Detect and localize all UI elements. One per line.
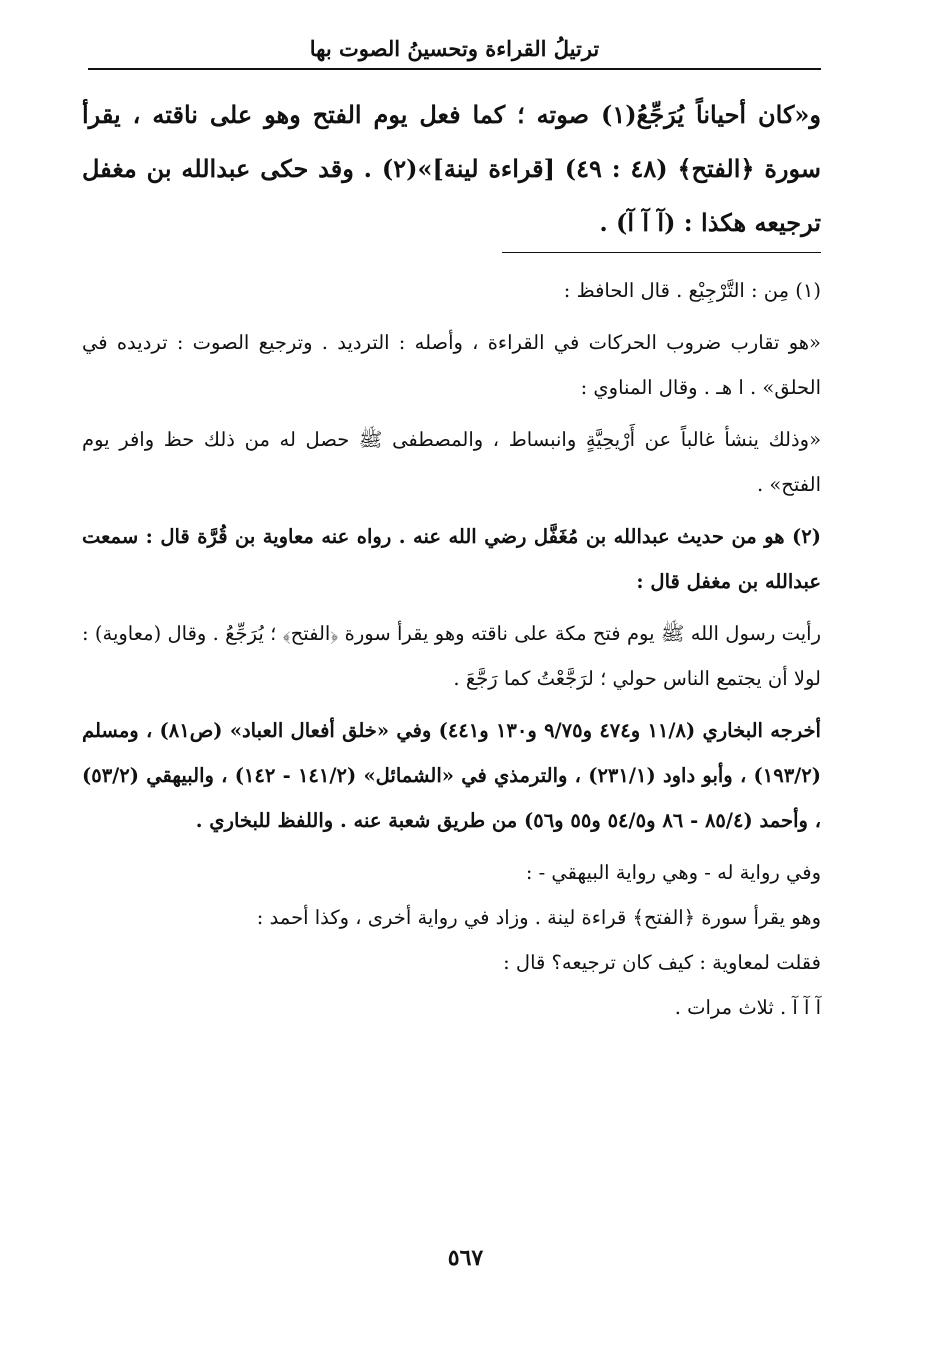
footnote-2-hadith: رأيت رسول الله ﷺ يوم فتح مكة على ناقته وهو يقرأ سورة ﴿الفتح﴾ ؛ يُرَجِّعُ . وقال (معاوية) : لولا أن يجتمع الناس حولي ؛ لرَجَّعْتُ كما رَجَّعَ .: [82, 622, 821, 690]
footnote-2-question: فقلت لمعاوية : كيف كان ترجيعه؟ قال :: [503, 951, 821, 974]
footnote-separator: [502, 252, 821, 253]
running-header: ترتيلُ القراءة وتحسينُ الصوت بها: [88, 30, 821, 70]
page-number: ٥٦٧: [447, 1245, 484, 1271]
footnote-2-takhrij: أخرجه البخاري (١١/٨ و٤٧٤ و٩/٧٥ و١٣٠ و٤٤١) وفي «خلق أفعال العباد» (ص٨١) ، ومسلم (١٩٣/٢) ، وأبو داود (٢٣١/١) ، والترمذي في «الشمائل» (١٤١/٢ - ١٤٢) ، والبيهقي (٥٣/٢) ، وأحمد (٨٥/٤ - ٨٦ و٥٤/٥ و٥٥ و٥٦) من طريق شعبة عنه . واللفظ للبخاري .: [82, 719, 822, 832]
footnote-2-riwaya: وفي رواية له - وهي رواية البيهقي - :: [525, 861, 821, 884]
footnote-1-intro: (١) مِن : التَّرْجِيْع . قال الحافظ :: [563, 279, 821, 302]
main-text: و«كان أحياناً يُرَجِّعُ(١) صوته ؛ كما فعل يوم الفتح وهو على ناقته ، يقرأ سورة ﴿الفتح﴾ (٤٨ : ٤٩) [قراءة لينة]»(٢) . وقد حكى عبدالله بن مغفل ترجيعه هكذا : (آ آ آ) .: [82, 100, 821, 237]
footnote-1-quote-hafiz: «هو تقارب ضروب الحركات في القراءة ، وأصله : الترديد . وترجيع الصوت : ترديده في الحلق» . ا هـ . وقال المناوي :: [82, 331, 821, 399]
footnote-1-quote-munawi: «وذلك ينشأ غالباً عن أَرْيحِيَّةٍ وانبساط ، والمصطفى ﷺ حصل له من ذلك حظ وافر يوم الفتح» .: [82, 428, 821, 496]
footnote-2-answer: آ آ آ . ثلاث مرات .: [674, 996, 821, 1019]
footnote-2-qiraa: وهو يقرأ سورة ﴿الفتح﴾ قراءة لينة . وزاد في رواية أخرى ، وكذا أحمد :: [256, 906, 821, 929]
footnotes: [82, 268, 821, 1030]
footnote-2-intro: (٢) هو من حديث عبدالله بن مُغَفَّل رضي الله عنه . رواه عنه معاوية بن قُرَّة قال : سمعت عبدالله بن مغفل قال :: [82, 525, 821, 593]
